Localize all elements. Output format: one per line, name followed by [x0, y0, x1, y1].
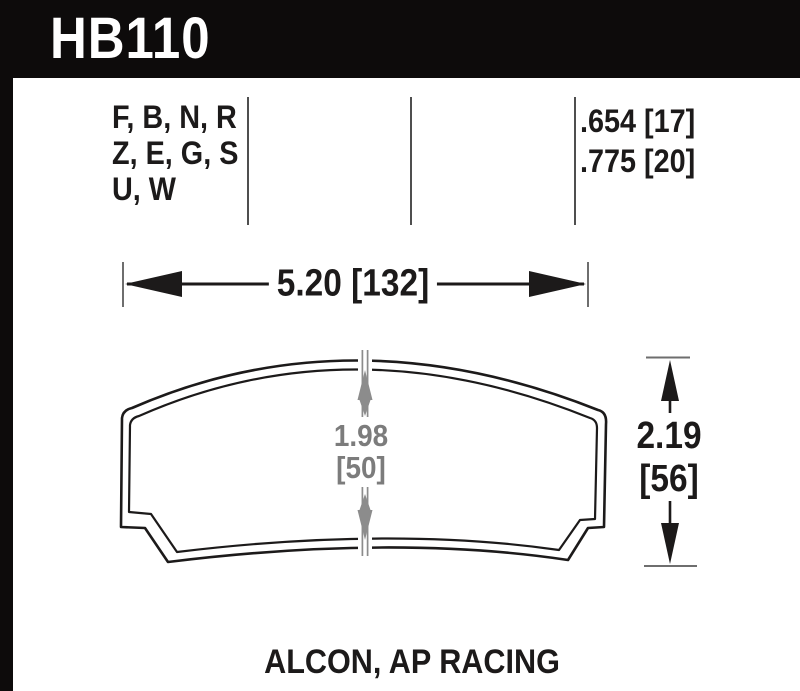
thickness-row: .654 [17] [580, 103, 696, 139]
center-dim-down-arrowhead [360, 494, 371, 510]
overall-height-mm: [56] [639, 458, 699, 500]
height-dim-down-arrowhead [661, 523, 679, 564]
center-dim-up-arrowhead [360, 400, 371, 416]
part-number: HB110 [50, 6, 211, 71]
width-dim-left-arrowhead [125, 271, 182, 297]
compound-row: F, B, N, R [112, 99, 237, 135]
center-height-label [329, 417, 392, 487]
overall-height-label [636, 415, 701, 501]
height-dim-up-arrowhead [661, 360, 679, 401]
center-height-inches: 1.98 [333, 418, 389, 453]
column-separators [248, 97, 575, 225]
compound-row: Z, E, G, S [112, 135, 239, 171]
compound-row: U, W [112, 171, 176, 207]
width-dimension-label: 5.20 [132] [269, 263, 437, 306]
overall-height-inches: 2.19 [636, 415, 702, 457]
applications-label: ALCON, AP RACING [264, 643, 560, 681]
thickness-row: .775 [20] [580, 143, 696, 179]
width-dim-right-arrowhead [529, 271, 586, 297]
center-height-mm: [50] [336, 450, 386, 485]
